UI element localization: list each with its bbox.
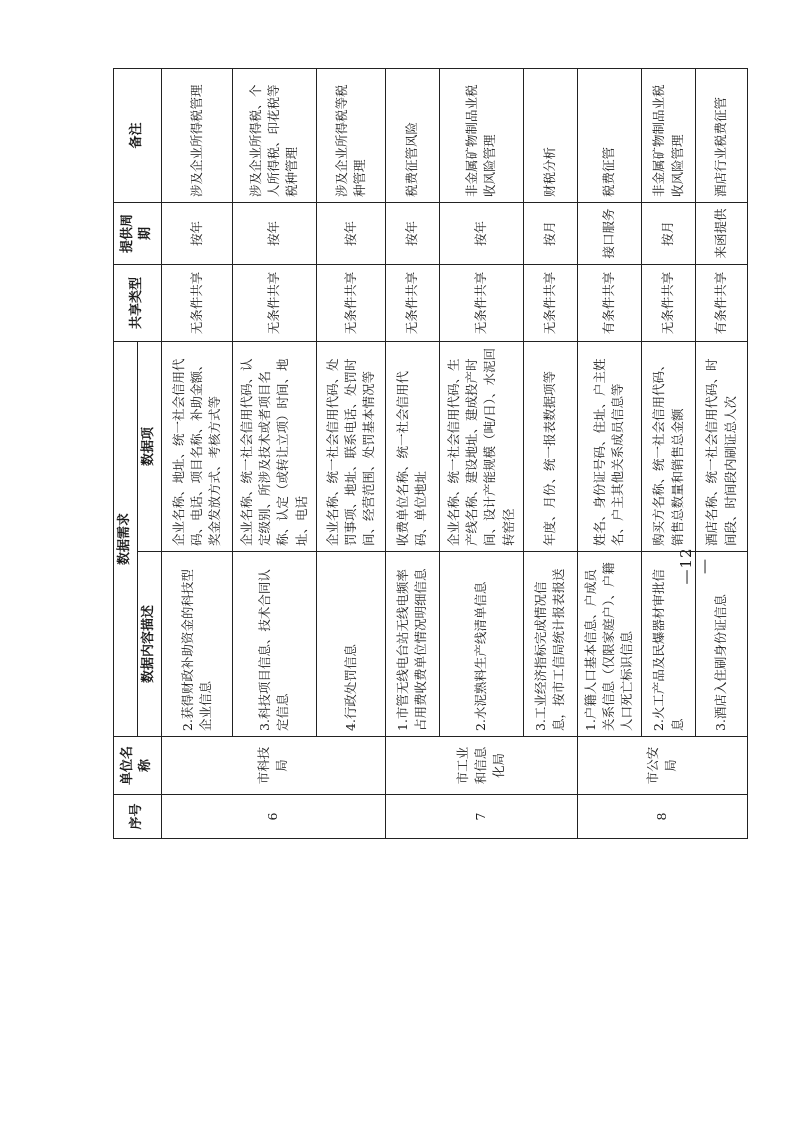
table-row <box>161 68 232 838</box>
period-cell: 接口服务 <box>577 202 641 264</box>
remark-cell: 涉及企业所得税等税种管理 <box>316 68 385 202</box>
period-cell: 按月 <box>523 202 577 264</box>
remark-cell: 财税分析 <box>523 68 577 202</box>
header-unit: 单位名称 <box>114 737 162 795</box>
table-row <box>523 68 577 838</box>
seq-cell: 6 <box>161 795 385 839</box>
desc-cell: 2.水泥熟料生产线清单信息 <box>440 552 524 737</box>
remark-cell: 非金属矿物制品业税收风险管理 <box>642 68 696 202</box>
share-type-cell: 无条件共享 <box>642 264 696 341</box>
period-cell: 来函提供 <box>696 202 748 264</box>
desc-cell: 1.市管无线电台站无线电频率占用费收费单位情况明细信息 <box>385 552 439 737</box>
remark-cell: 涉及企业所得税、个人所得税、印花税等税种管理 <box>233 68 317 202</box>
remark-cell: 非金属矿物制品业税收风险管理 <box>440 68 524 202</box>
table-row <box>233 68 317 838</box>
header-seq: 序号 <box>114 795 162 839</box>
rotated-table-wrapper <box>113 69 748 839</box>
items-cell: 企业名称、地址、统一社会信用代码、电话、项目名称、补助金额、奖金发放方式、考核方式等 <box>161 341 232 551</box>
header-desc: 数据内容描述 <box>137 552 161 737</box>
desc-cell: 3.科技项目信息、技术合同认定信息 <box>233 552 317 737</box>
header-share-type: 共享类型 <box>114 264 162 341</box>
period-cell: 按年 <box>316 202 385 264</box>
page-number: —12— <box>677 547 713 585</box>
desc-cell: 2.获得财政补助资金的科技型企业信息 <box>161 552 232 737</box>
table-row <box>642 68 696 838</box>
remark-cell: 税费征管风险 <box>385 68 439 202</box>
desc-cell: 3.工业经济指标完成情况信息，按市工信局统计报表报送 <box>523 552 577 737</box>
remark-cell: 酒店行业税费征管 <box>696 68 748 202</box>
table-row <box>385 68 439 838</box>
table-row <box>577 68 641 838</box>
period-cell: 按年 <box>161 202 232 264</box>
items-cell: 企业名称、统一社会信用代码、生产线名称、建设地址、建成投产时间、设计产能规模（吨/日）、水泥回转窑径 <box>440 341 524 551</box>
header-demand: 数据需求 <box>114 341 138 736</box>
share-type-cell: 有条件共享 <box>577 264 641 341</box>
desc-cell: 2.火工产品及民爆器材审批信息 <box>642 552 696 737</box>
items-cell: 酒店名称、统一社会信用代码、时间段、时间段内刷证总人次 <box>696 341 748 551</box>
share-type-cell: 有条件共享 <box>696 264 748 341</box>
desc-cell: 1.户籍人口基本信息、户成员关系信息（仅限家庭户）、户籍人口死亡标识信息 <box>577 552 641 737</box>
share-type-cell: 无条件共享 <box>161 264 232 341</box>
items-cell: 企业名称、统一社会信用代码、处罚事项、地址、联系电话、处罚时间、经营范围、处罚基本情况等 <box>316 341 385 551</box>
share-type-cell: 无条件共享 <box>440 264 524 341</box>
unit-cell: 市科技局 <box>161 737 385 795</box>
desc-cell: 4.行政处罚信息 <box>316 552 385 737</box>
header-period: 提供周期 <box>114 202 162 264</box>
share-type-cell: 无条件共享 <box>523 264 577 341</box>
desc-cell: 3.酒店入住刷身份证信息 <box>696 552 748 737</box>
items-cell: 姓名、身份证号码、住址、户主姓名、户主其他关系成员信息等 <box>577 341 641 551</box>
table-row <box>440 68 524 838</box>
unit-cell: 市工业和信息化局 <box>385 737 577 795</box>
share-type-cell: 无条件共享 <box>316 264 385 341</box>
period-cell: 按年 <box>233 202 317 264</box>
seq-cell: 7 <box>385 795 577 839</box>
items-cell: 购买方名称、统一社会信用代码、销售总数量和销售总金额 <box>642 341 696 551</box>
data-demand-table <box>113 68 748 839</box>
items-cell: 年度、月份、统一报表数据项等 <box>523 341 577 551</box>
items-cell: 收费单位名称、统一社会信用代码、单位地址 <box>385 341 439 551</box>
seq-cell: 8 <box>577 795 747 839</box>
header-remark: 备注 <box>114 68 162 202</box>
share-type-cell: 无条件共享 <box>233 264 317 341</box>
table-row <box>316 68 385 838</box>
remark-cell: 税费征管 <box>577 68 641 202</box>
period-cell: 按月 <box>642 202 696 264</box>
unit-cell: 市公安局 <box>577 737 747 795</box>
remark-cell: 涉及企业所得税管理 <box>161 68 232 202</box>
items-cell: 企业名称、统一社会信用代码、认定级别、所涉及技术或者项目名称、认定（或转让立项）时间、地址、电话 <box>233 341 317 551</box>
period-cell: 按年 <box>440 202 524 264</box>
header-items: 数据项 <box>137 341 161 551</box>
table-row <box>696 68 748 838</box>
period-cell: 按年 <box>385 202 439 264</box>
share-type-cell: 无条件共享 <box>385 264 439 341</box>
